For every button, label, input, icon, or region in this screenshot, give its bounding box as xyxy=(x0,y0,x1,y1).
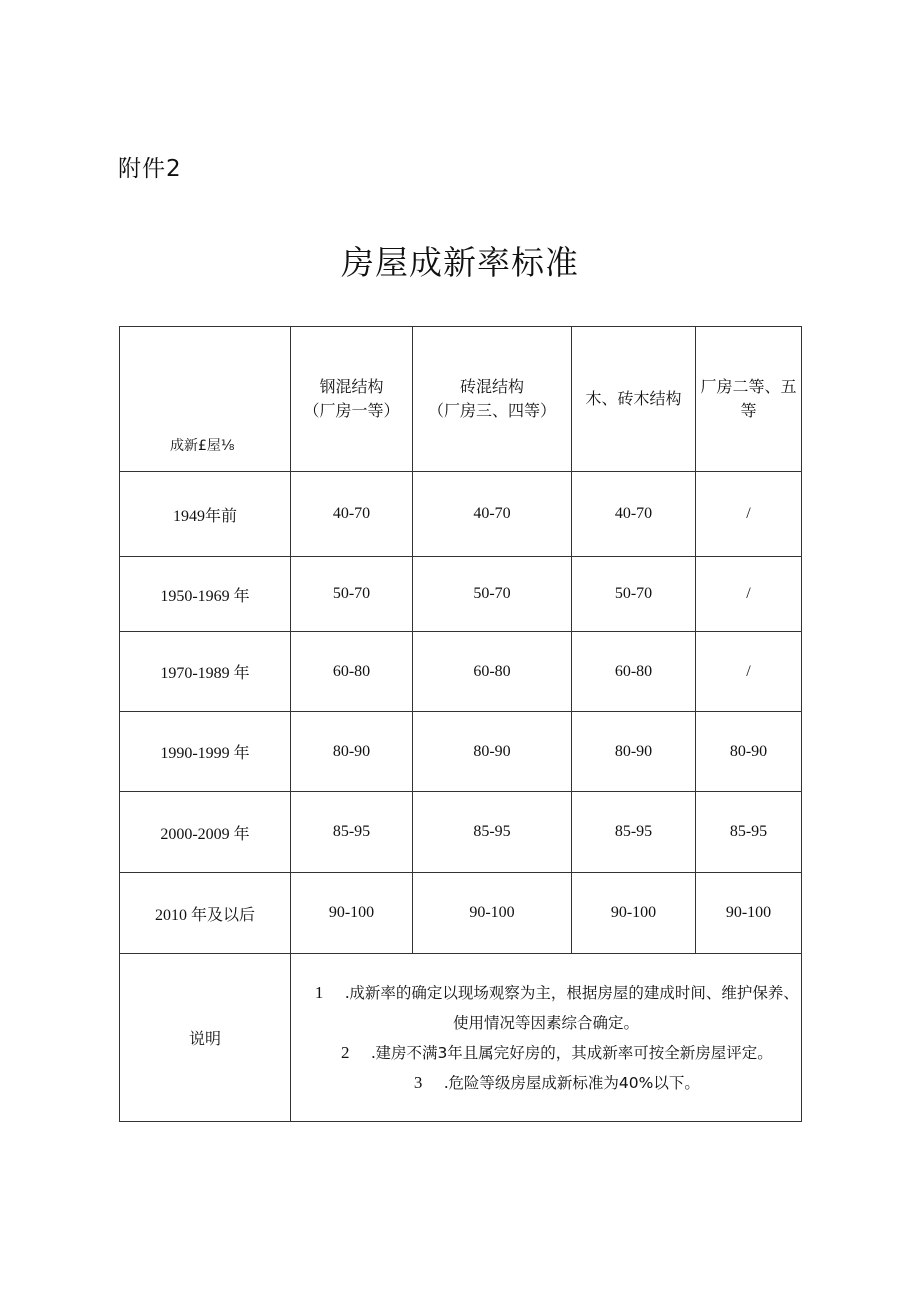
notes-label-cell: 说明 xyxy=(120,954,291,1122)
table-row xyxy=(120,557,802,632)
note-item: 3 .危险等级房屋成新标准为40%以下。 xyxy=(413,1072,700,1092)
column-header-brick-concrete xyxy=(413,327,572,472)
value-cell: 80-90 xyxy=(696,712,802,792)
year-cell: 1949年前 xyxy=(120,472,291,557)
value-cell: 85-95 xyxy=(291,792,413,873)
year-cell: 2010 年及以后 xyxy=(120,873,291,954)
column-header-wood xyxy=(572,327,696,472)
column-header-line: 木、砖木结构 xyxy=(585,389,682,408)
value-cell: 85-95 xyxy=(572,792,696,873)
header-row xyxy=(120,327,802,472)
value-cell: 85-95 xyxy=(413,792,572,873)
value-cell: 90-100 xyxy=(696,873,802,954)
notes-row xyxy=(120,954,802,1122)
value-cell: 80-90 xyxy=(291,712,413,792)
value-cell: 40-70 xyxy=(572,472,696,557)
value-cell: / xyxy=(696,557,802,632)
value-cell: 90-100 xyxy=(413,873,572,954)
column-header-line: （厂房三、四等） xyxy=(427,401,556,420)
attachment-label: 附件2 xyxy=(118,156,182,182)
value-cell: 90-100 xyxy=(572,873,696,954)
column-header-line: 砖混结构 xyxy=(459,377,524,396)
value-cell: 60-80 xyxy=(291,632,413,712)
value-cell: 90-100 xyxy=(291,873,413,954)
column-header-steel-concrete xyxy=(291,327,413,472)
value-cell: 40-70 xyxy=(291,472,413,557)
year-cell: 1950-1969 年 xyxy=(120,557,291,632)
note-item: 2 .建房不满3年且属完好房的，其成新率可按全新房屋评定。 xyxy=(340,1042,773,1062)
page-title: 房屋成新率标准 xyxy=(341,243,579,282)
corner-header-label: 成新£屋⅛ xyxy=(170,438,235,454)
value-cell: 85-95 xyxy=(696,792,802,873)
value-cell: 50-70 xyxy=(413,557,572,632)
notes-cell xyxy=(291,954,802,1122)
table-row xyxy=(120,712,802,792)
table-row xyxy=(120,873,802,954)
year-cell: 1990-1999 年 xyxy=(120,712,291,792)
table-row xyxy=(120,472,802,557)
depreciation-table xyxy=(119,326,802,1122)
table-row xyxy=(120,792,802,873)
column-header-line: （厂房一等） xyxy=(303,401,400,420)
value-cell: / xyxy=(696,472,802,557)
value-cell: 50-70 xyxy=(291,557,413,632)
year-cell: 1970-1989 年 xyxy=(120,632,291,712)
value-cell: 60-80 xyxy=(413,632,572,712)
column-header-line: 钢混结构 xyxy=(319,377,384,396)
value-cell: / xyxy=(696,632,802,712)
value-cell: 40-70 xyxy=(413,472,572,557)
year-cell: 2000-2009 年 xyxy=(120,792,291,873)
value-cell: 80-90 xyxy=(572,712,696,792)
table-row xyxy=(120,632,802,712)
column-header-line: 厂房二等、五 xyxy=(700,377,797,396)
column-header-line: 等 xyxy=(740,401,757,420)
column-header-factory-grade-2-5 xyxy=(696,327,802,472)
value-cell: 50-70 xyxy=(572,557,696,632)
value-cell: 80-90 xyxy=(413,712,572,792)
value-cell: 60-80 xyxy=(572,632,696,712)
note-item: 1 .成新率的确定以现场观察为主，根据房屋的建成时间、维护保养、使用情况等因素综合确定。 xyxy=(314,982,799,1032)
corner-header-cell xyxy=(120,327,291,472)
